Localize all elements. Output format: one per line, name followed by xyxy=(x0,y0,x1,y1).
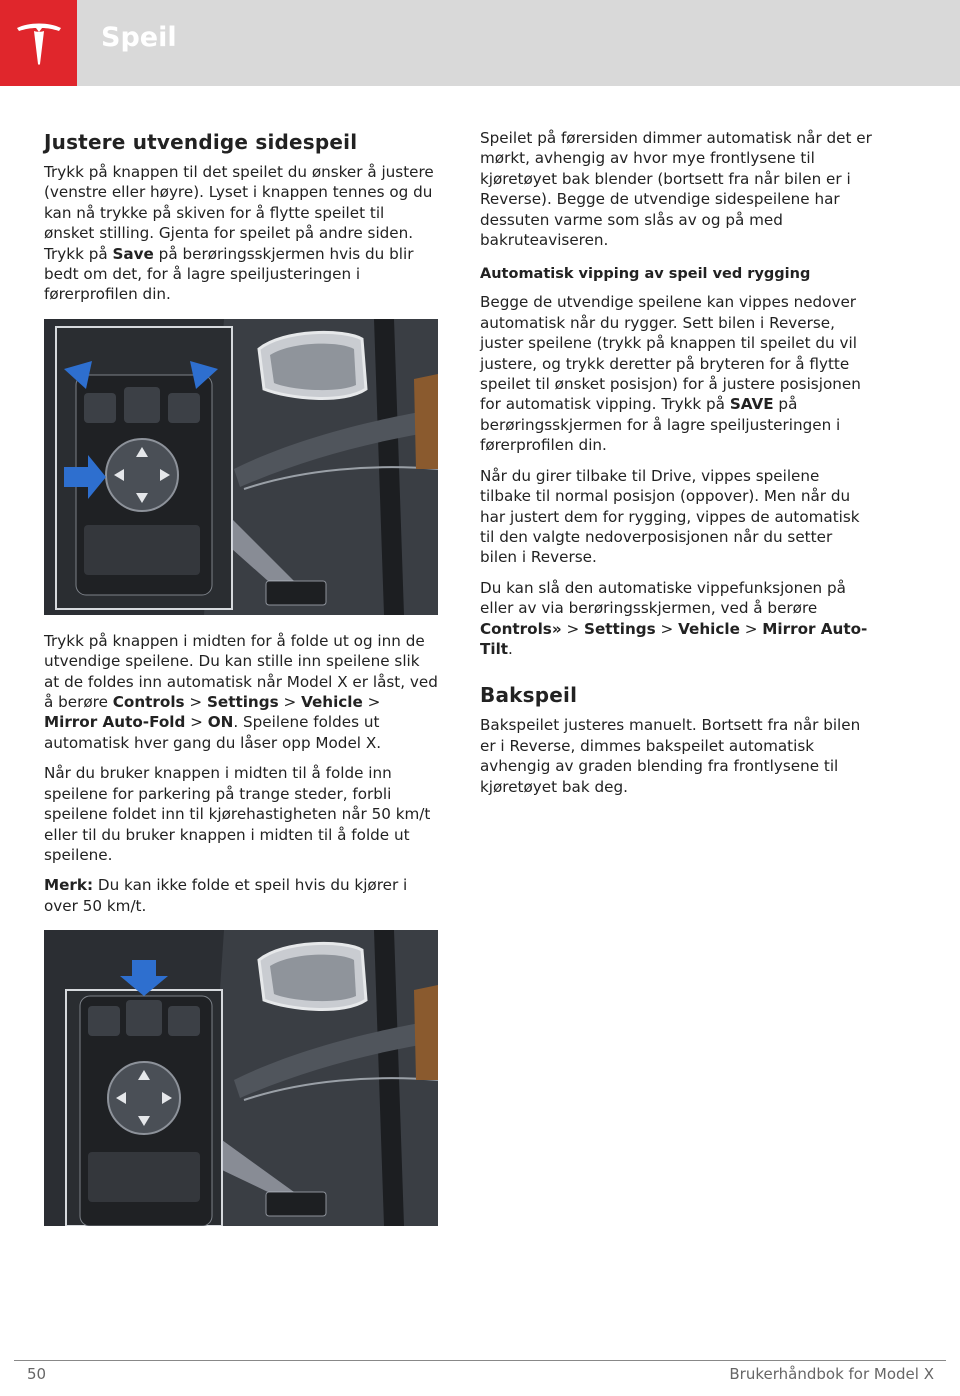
paragraph-fold: Trykk på knappen i midten for å folde ut og inn de utvendige speilene. Du kan stille inn speilene slik at de foldes inn automatisk når Model X er låst, ved å berøre Controls > Settings > Vehicle > Mirror Auto-Fold > ON. Speilene foldes ut automatisk hver gang du låser opp Model X. xyxy=(44,631,438,752)
tesla-logo-box xyxy=(0,0,77,86)
paragraph-parking: Når du bruker knappen i midten til å folde inn speilene for parkering på trange steder, forbli speilene foldet inn til kjørehastigheten når 50 km/t eller til du bruker knappen i midten til å folde ut speilene. xyxy=(44,764,431,864)
page-number: 50 xyxy=(27,1365,47,1383)
section-heading-rearview: Bakspeil xyxy=(480,683,578,708)
page-header xyxy=(0,0,960,86)
paragraph-adjust: Trykk på knappen til det speilet du ønsker å justere (venstre eller høyre). Lyset i knappen tennes og du kan nå trykke på skiven for å flytte speilet til ønsket stilling. Gjenta for speilet på andre siden. Trykk på Save på berøringsskjermen hvis du blir bedt om det, for å lagre speiljusteringen i førerprofilen din. xyxy=(44,163,434,304)
paragraph-dimming: Speilet på førersiden dimmer automatisk når det er mørkt, avhengig av hvor mye frontlysene til kjøretøyet bak blender (bortsett fra når bilen er i Reverse). Begge de utvendige sidespeilene har dessuten varme som slås av og på med bakruteaviseren. xyxy=(480,129,872,250)
footer-title: Brukerhåndbok for Model X xyxy=(729,1365,934,1383)
mirror-adjust-figure xyxy=(44,319,438,615)
tesla-logo-icon xyxy=(13,18,65,70)
paragraph-rearview: Bakspeilet justeres manuelt. Bortsett fra når bilen er i Reverse, dimmes bakspeilet automatisk avhengig av graden blending fra frontlysene til kjøretøyet bak deg. xyxy=(480,716,861,796)
mirror-adjust-controls-illustration xyxy=(44,319,438,615)
paragraph-drive: Når du girer tilbake til Drive, vippes speilene tilbake til normal posisjon (oppover). Men når du har justert dem for rygging, vippes de automatisk til den valgte nedoverposisjonen når du setter bilen i Reverse. xyxy=(480,466,860,567)
note: Merk: Du kan ikke folde et speil hvis du kjører i over 50 km/t. xyxy=(44,876,408,915)
left-column xyxy=(44,130,438,1242)
subheading-auto-tilt: Automatisk vipping av speil ved rygging xyxy=(480,266,811,283)
right-column xyxy=(480,128,874,807)
section-heading: Justere utvendige sidespeil xyxy=(44,130,358,154)
mirror-fold-button-illustration xyxy=(44,930,438,1226)
footer-divider xyxy=(14,1360,946,1361)
mirror-fold-figure xyxy=(44,930,438,1226)
paragraph-toggle: Du kan slå den automatiske vippefunksjonen på eller av via berøringsskjermen, ved å berøre Controls» > Settings > Vehicle > Mirror Auto-Tilt. xyxy=(480,578,868,658)
paragraph-auto-tilt: Begge de utvendige speilene kan vippes nedover automatisk når du rygger. Sett bilen i Reverse, juster speilene (trykk på knappen til speilet du vil justere, og trykk deretter på bryteren for å flytte speilet til ønsket posisjon) for å justere posisjonen for automatisk vipping. Trykk på SAVE på berøringsskjermen for å lagre speiljusteringen i førerprofilen din. xyxy=(480,293,861,455)
page-title: Speil xyxy=(101,22,177,53)
